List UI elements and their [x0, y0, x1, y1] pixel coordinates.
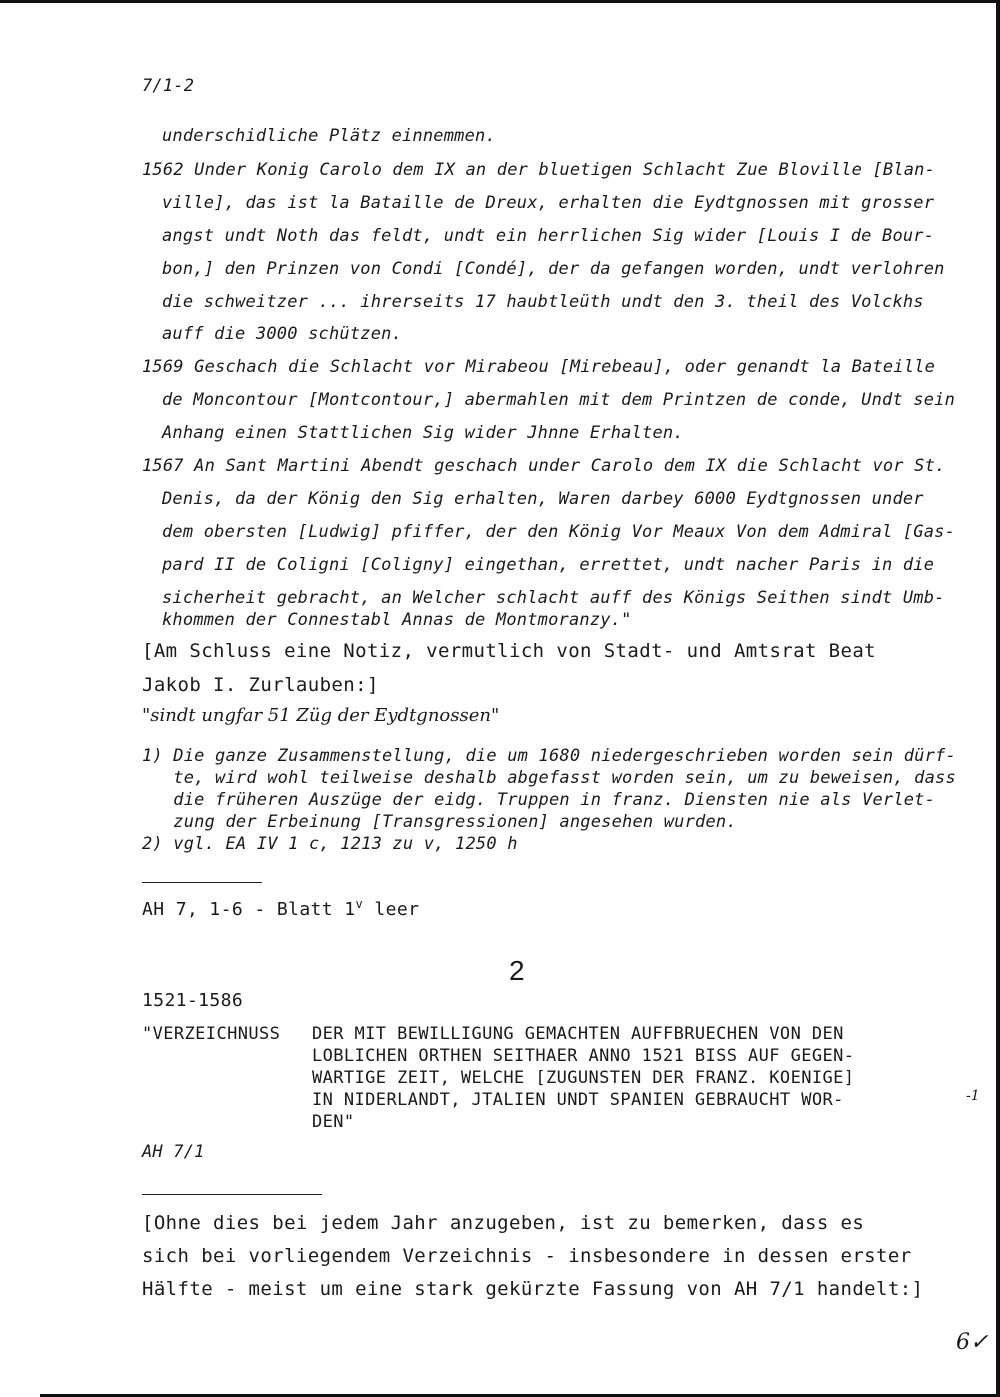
archive-reference	[142, 897, 419, 920]
quote-line: 1562 Under Konig Carolo dem IX an der bluetigen Schlacht Zue Bloville [Blan-	[142, 160, 936, 180]
separator-rule	[142, 1194, 322, 1195]
footnote-line: zung der Erbeinung [Transgressionen] angesehen wurden.	[142, 812, 737, 832]
title-line: IN NIDERLANDT, JTALIEN UNDT SPANIEN GEBRAUCHT WOR-	[312, 1090, 844, 1110]
archive-reference-superscript: v	[355, 897, 364, 911]
title-line: DEN"	[312, 1112, 355, 1132]
closing-note-line: sich bei vorliegendem Verzeichnis - insbesondere in dessen erster	[142, 1245, 912, 1267]
archive-reference-text: AH 7, 1-6 - Blatt 1	[142, 899, 356, 920]
quote-line: 1569 Geschach die Schlacht vor Mirabeou [Mirebeau], oder genandt la Bateille	[142, 357, 936, 377]
title-line: DER MIT BEWILLIGUNG GEMACHTEN AUFFBRUECHEN VON DEN	[312, 1024, 844, 1044]
title-line: WARTIGE ZEIT, WELCHE [ZUGUNSTEN DER FRANZ. KOENIGE]	[312, 1068, 855, 1088]
quote-line: auff die 3000 schützen.	[162, 324, 403, 344]
editorial-note-line: Jakob I. Zurlauben:]	[142, 674, 379, 696]
page-reference: 7/1-2	[142, 76, 195, 96]
quote-line: underschidliche Plätz einnemmen.	[162, 126, 496, 146]
editorial-note-line: [Am Schluss eine Notiz, vermutlich von Stadt- und Amtsrat Beat	[142, 640, 877, 662]
quote-line: de Moncontour [Montcontour,] abermahlen mit dem Printzen de conde, Undt sein	[162, 390, 956, 410]
closing-note-line: [Ohne dies bei jedem Jahr anzugeben, ist zu bemerken, dass es	[142, 1212, 865, 1234]
footnote-line: 1) Die ganze Zusammenstellung, die um 1680 niedergeschrieben worden sein dürf-	[142, 746, 956, 766]
quote-line: Denis, da der König den Sig erhalten, Waren darbey 6000 Eydtgnossen under	[162, 489, 924, 509]
quote-line: Anhang einen Stattlichen Sig wider Jhnne Erhalten.	[162, 423, 684, 443]
corner-check-mark: 6✓	[956, 1330, 989, 1355]
quote-line: ville], das ist la Bataille de Dreux, erhalten die Eydtgnossen mit grosser	[162, 193, 935, 213]
title-label: "VERZEICHNUSS	[142, 1024, 281, 1044]
footnote-line: te, wird wohl teilweise deshalb abgefasst worden sein, um zu beweisen, dass	[142, 768, 956, 788]
quote-line: die schweitzer ... ihrerseits 17 haubtleüth undt den 3. theil des Volckhs	[162, 292, 924, 312]
margin-mark: -1	[966, 1088, 980, 1104]
separator-rule	[142, 882, 262, 883]
quote-line: 1567 An Sant Martini Abendt geschach under Carolo dem IX die Schlacht vor St.	[142, 456, 946, 476]
handwritten-quote: "sindt ungfar 51 Züg der Eydtgnossen"	[142, 705, 500, 726]
title-line: LOBLICHEN ORTHEN SEITHAER ANNO 1521 BISS AUF GEGEN-	[312, 1046, 855, 1066]
source-reference: AH 7/1	[142, 1142, 205, 1162]
archive-reference-suffix: leer	[363, 899, 420, 920]
quote-line: sicherheit gebracht, an Welcher schlacht auff des Königs Seithen sindt Umb-	[162, 588, 945, 608]
quote-line: dem obersten [Ludwig] pfiffer, der den König Vor Meaux Von dem Admiral [Gas-	[162, 522, 956, 542]
date-range: 1521-1586	[142, 990, 244, 1011]
page-border-right	[996, 0, 1000, 1397]
quote-line: pard II de Coligni [Coligny] eingethan, errettet, undt nacher Paris in die	[162, 555, 935, 575]
footnote-line: die früheren Auszüge der eidg. Truppen in franz. Diensten nie als Verlet-	[142, 790, 936, 810]
closing-note-line: Hälfte - meist um eine stark gekürzte Fassung von AH 7/1 handelt:]	[142, 1278, 924, 1300]
quote-line: bon,] den Prinzen von Condi [Condé], der da gefangen worden, undt verlohren	[162, 259, 945, 279]
page-border-top	[0, 0, 1000, 3]
entry-number: 2	[509, 955, 525, 986]
quote-line: angst undt Noth das feldt, undt ein herrlichen Sig wider [Louis I de Bour-	[162, 226, 935, 246]
quote-line: khommen der Connestabl Annas de Montmoranzy."	[162, 610, 632, 630]
footnote-line: 2) vgl. EA IV 1 c, 1213 zu v, 1250 h	[142, 834, 518, 854]
